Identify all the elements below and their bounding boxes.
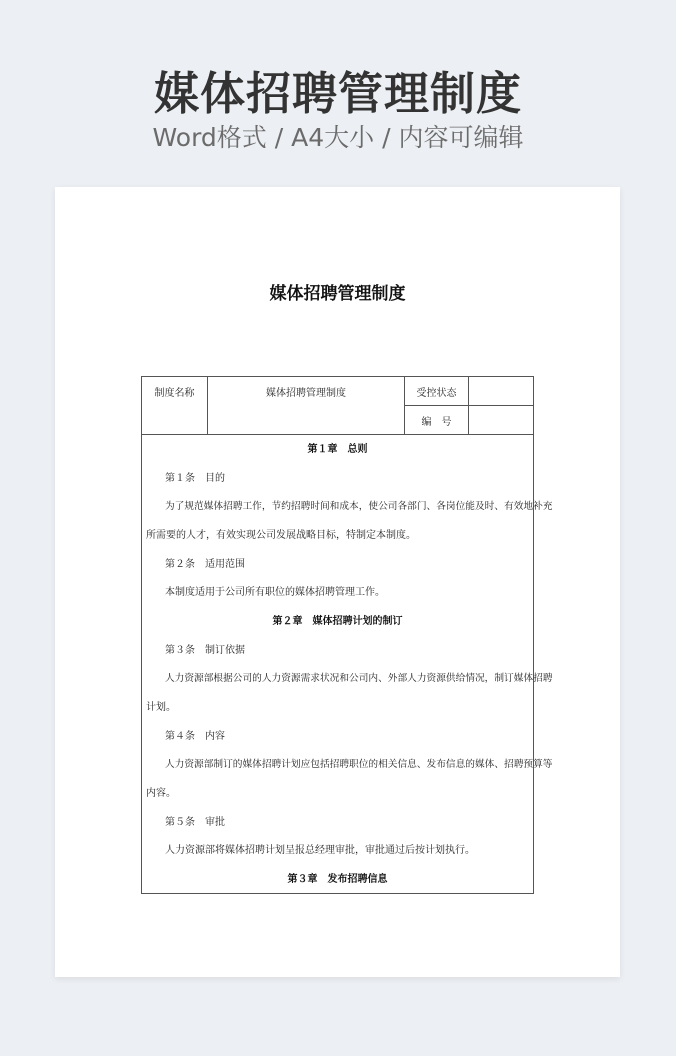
chapter-heading: 第２章 媒体招聘计划的制订 [272,616,403,627]
article-heading: 第１条 目的 [165,473,225,484]
chapter-heading: 第１章 总则 [307,444,368,455]
paragraph-line: 内容。 [146,788,176,799]
status-value-cell[interactable] [469,377,533,405]
paragraph-line: 人力资源部将媒体招聘计划呈报总经理审批，审批通过后按计划执行。 [165,845,475,856]
page-subtitle: Word格式 / A4大小 / 内容可编辑 [152,123,524,152]
document-title: 媒体招聘管理制度 [269,284,406,304]
document-page [55,187,620,977]
name-label-cell: 制度名称 [154,387,195,399]
number-value-cell[interactable] [469,406,533,434]
table-divider [142,434,533,435]
paragraph-line: 本制度适用于公司所有职位的媒体招聘管理工作。 [165,587,385,598]
article-heading: 第２条 适用范围 [165,559,245,570]
paragraph-line: 所需要的人才，有效实现公司发展战略目标，特制定本制度。 [146,530,416,541]
page-title: 媒体招聘管理制度 [153,67,522,120]
paragraph-line: 为了规范媒体招聘工作，节约招聘时间和成本，使公司各部门、各岗位能及时、有效地补充 [165,501,553,512]
paragraph-line: 人力资源部制订的媒体招聘计划应包括招聘职位的相关信息、发布信息的媒体、招聘预算等 [165,759,553,770]
paragraph-line: 计划。 [146,702,176,713]
name-value-cell[interactable]: 媒体招聘管理制度 [266,387,346,399]
paragraph-line: 人力资源部根据公司的人力资源需求状况和公司内、外部人力资源供给情况，制订媒体招聘 [165,673,553,684]
article-heading: 第４条 内容 [165,731,225,742]
number-label-cell: 编 号 [421,416,452,428]
policy-table [141,376,553,894]
article-heading: 第３条 制订依据 [165,645,245,656]
status-label-cell: 受控状态 [416,387,457,399]
article-heading: 第５条 审批 [165,817,225,828]
chapter-heading: 第３章 发布招聘信息 [287,874,388,885]
